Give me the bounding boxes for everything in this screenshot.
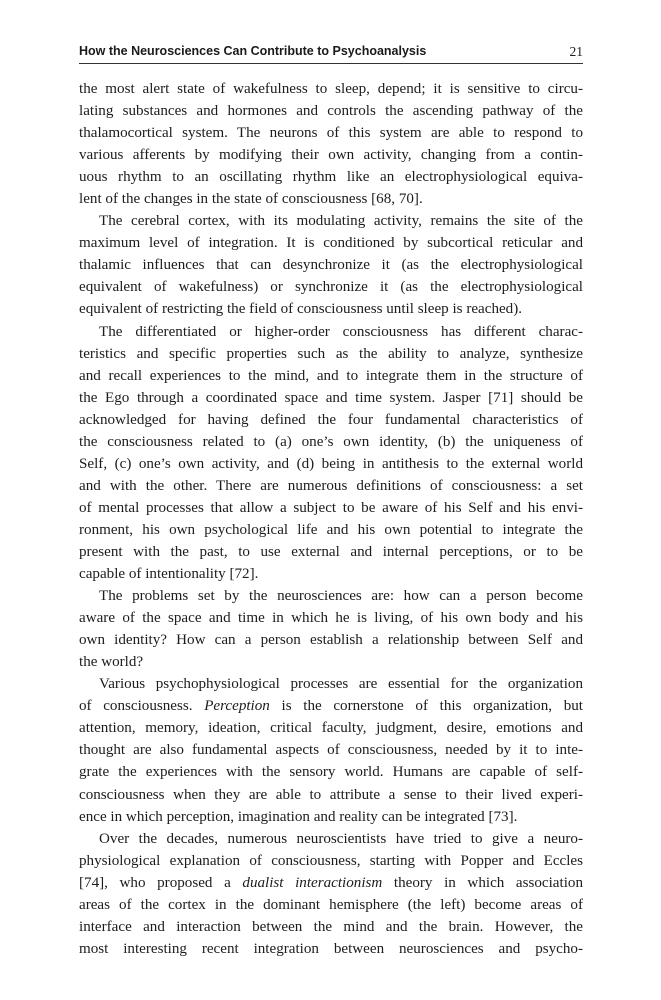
text-line <box>79 717 583 739</box>
text-line <box>79 78 583 100</box>
text-span: grate the experiences with the sensory world. Humans are capable of self- <box>79 764 583 781</box>
text-line <box>79 828 583 850</box>
text-span: equivalent of restricting the field of consciousness until sleep is reached). <box>79 301 523 318</box>
text-line <box>79 673 583 695</box>
text-span: of consciousness. <box>79 698 205 715</box>
paragraph <box>79 321 583 586</box>
text-span: thalamocortical system. The neurons of this system are able to respond to <box>79 125 583 142</box>
text-span: and recall experiences to the mind, and to integrate them in the structure of <box>79 367 583 384</box>
text-line <box>79 938 583 960</box>
text-span: Self, (c) one’s own activity, and (d) being in antithesis to the external world <box>79 455 583 472</box>
text-line <box>79 607 583 629</box>
text-span: aware of the space and time in which he is living, of his own body and his <box>79 610 583 627</box>
text-line <box>79 100 583 122</box>
text-span: physiological explanation of consciousness, starting with Popper and Eccles <box>79 852 583 869</box>
text-span: The problems set by the neurosciences are: how can a person become <box>99 588 583 605</box>
text-span: own identity? How can a person establish a relationship between Self and <box>79 632 583 649</box>
paragraph <box>79 78 583 210</box>
text-line <box>79 651 583 673</box>
text-line <box>79 806 583 828</box>
text-span: Over the decades, numerous neuroscientists have tried to give a neuro- <box>99 830 583 847</box>
text-span: the Ego through a coordinated space and time system. Jasper [71] should be <box>79 389 583 406</box>
text-span: present with the past, to use external and internal perceptions, or to be <box>79 543 583 560</box>
running-head <box>79 44 583 64</box>
page-number: 21 <box>569 44 583 59</box>
text-line <box>79 298 583 320</box>
emphasis-text: Perception <box>204 698 270 715</box>
paragraph <box>79 828 583 960</box>
text-line <box>79 563 583 585</box>
header-rule <box>79 63 583 64</box>
text-span: areas of the cortex in the dominant hemisphere (the left) become areas of <box>79 896 583 913</box>
text-line <box>79 387 583 409</box>
text-span: capable of intentionality [72]. <box>79 566 259 583</box>
text-line <box>79 739 583 761</box>
text-line <box>79 166 583 188</box>
text-span: interface and interaction between the mind and the brain. However, the <box>79 918 583 935</box>
text-line <box>79 453 583 475</box>
text-line <box>79 519 583 541</box>
text-span: uous rhythm to an oscillating rhythm like an electrophysiological equiva- <box>79 169 583 186</box>
text-line <box>79 276 583 298</box>
paragraph <box>79 585 583 673</box>
text-line <box>79 761 583 783</box>
text-line <box>79 431 583 453</box>
text-line <box>79 122 583 144</box>
text-line <box>79 210 583 232</box>
running-head-title: How the Neurosciences Can Contribute to Psychoanalysis <box>79 44 427 58</box>
text-line <box>79 695 583 717</box>
text-span: the consciousness related to (a) one’s own identity, (b) the uniqueness of <box>79 433 583 450</box>
text-line <box>79 254 583 276</box>
text-span: various afferents by modifying their own activity, changing from a contin- <box>79 147 583 164</box>
text-line <box>79 850 583 872</box>
text-span: the world? <box>79 654 144 671</box>
text-span: acknowledged for having defined the four fundamental characteristics of <box>79 411 583 428</box>
text-line <box>79 894 583 916</box>
text-span: Various psychophysiological processes are essential for the organization <box>99 676 583 693</box>
text-span: thought are also fundamental aspects of consciousness, needed by it to inte- <box>79 742 583 759</box>
text-span: the most alert state of wakefulness to sleep, depend; it is sensitive to circu- <box>79 81 583 97</box>
text-line <box>79 475 583 497</box>
text-line <box>79 321 583 343</box>
text-line <box>79 232 583 254</box>
text-span: teristics and specific properties such as the ability to analyze, synthesize <box>79 345 583 362</box>
text-line <box>79 629 583 651</box>
text-span: ence in which perception, imagination and reality can be integrated [73]. <box>79 808 518 825</box>
text-span: lent of the changes in the state of consciousness [68, 70]. <box>79 191 423 208</box>
text-line <box>79 541 583 563</box>
text-span: The differentiated or higher-order consciousness has different charac- <box>99 323 583 340</box>
text-line <box>79 497 583 519</box>
body-text <box>79 78 583 960</box>
text-line <box>79 365 583 387</box>
text-line <box>79 343 583 365</box>
text-line <box>79 916 583 938</box>
text-span: attention, memory, ideation, critical faculty, judgment, desire, emotions and <box>79 720 583 737</box>
text-line <box>79 188 583 210</box>
text-line <box>79 144 583 166</box>
text-span: maximum level of integration. It is conditioned by subcortical reticular and <box>79 235 583 252</box>
paragraph <box>79 673 583 827</box>
text-span: and with the other. There are numerous definitions of consciousness: a set <box>79 477 583 494</box>
text-span: is the cornerstone of this organization, but <box>269 698 583 715</box>
emphasis-text: dualist interactionism <box>242 874 383 891</box>
text-span: most interesting recent integration between neurosciences and psycho- <box>79 940 583 957</box>
text-line <box>79 784 583 806</box>
text-span: lating substances and hormones and controls the ascending pathway of the <box>79 103 583 120</box>
text-line <box>79 872 583 894</box>
text-line <box>79 585 583 607</box>
text-span: ronment, his own psychological life and his own potential to integrate the <box>79 521 583 538</box>
text-span: theory in which association <box>382 874 583 891</box>
text-span: The cerebral cortex, with its modulating activity, remains the site of the <box>99 213 583 230</box>
paragraph <box>79 210 583 320</box>
text-span: equivalent of wakefulness) or synchronize it (as the electrophysiological <box>79 279 583 296</box>
text-span: [74], who proposed a <box>79 874 243 891</box>
text-span: thalamic influences that can desynchronize it (as the electrophysiological <box>79 257 583 274</box>
text-span: of mental processes that allow a subject to be aware of his Self and his envi- <box>79 499 583 516</box>
text-span: consciousness when they are able to attribute a sense to their lived experi- <box>79 786 583 803</box>
text-line <box>79 409 583 431</box>
